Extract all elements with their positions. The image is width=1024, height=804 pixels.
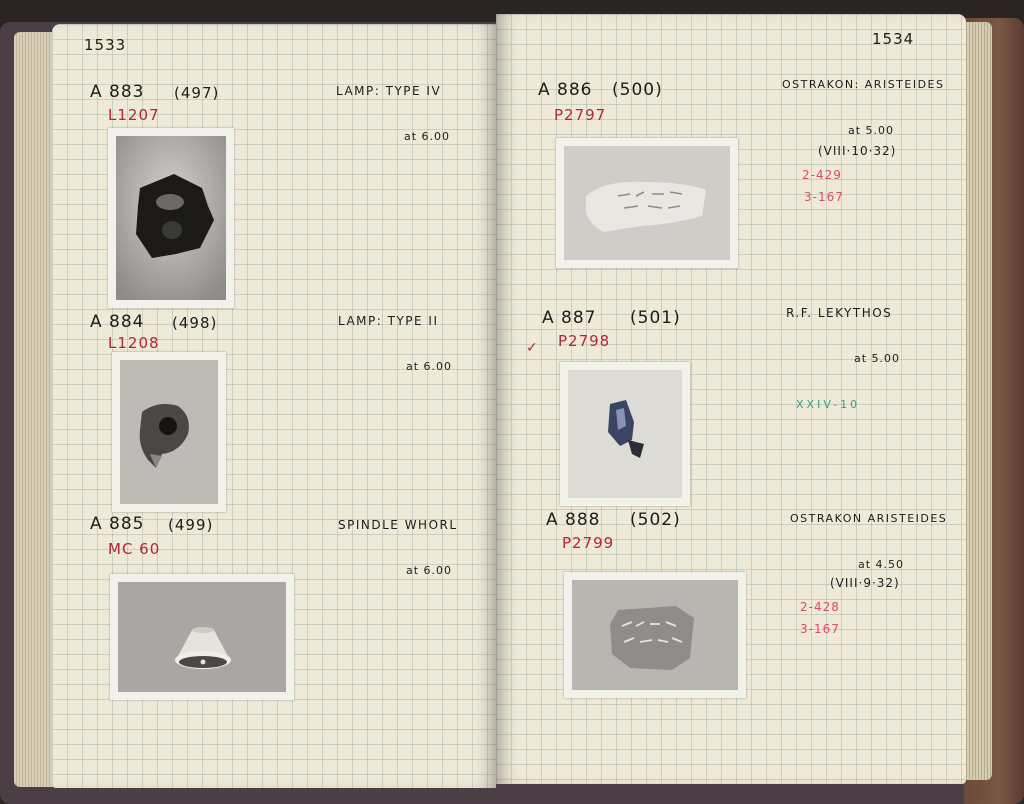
entry-number: (501) (630, 308, 681, 328)
left-page (52, 24, 496, 788)
catalog-number: P2799 (562, 534, 615, 552)
inventory-number: A 887 (542, 308, 597, 328)
catalog-number: P2798 (558, 332, 611, 350)
right-page (496, 14, 966, 784)
check-mark: ✓ (526, 340, 539, 356)
price-note: at 5.00 (854, 352, 901, 365)
catalog-number: L1208 (108, 334, 160, 352)
date-note: (VIII·10·32) (818, 144, 897, 158)
date-note: (VIII·9·32) (830, 576, 900, 590)
lamp-fragment-photo (108, 128, 234, 308)
object-label: LAMP: TYPE II (338, 314, 439, 328)
page-number: 1534 (872, 30, 915, 48)
reference-note: 2-429 (802, 168, 842, 182)
entry-number: (499) (168, 516, 214, 534)
entry-number: (500) (612, 80, 663, 100)
price-note: at 4.50 (858, 558, 905, 571)
price-note: at 6.00 (404, 130, 451, 143)
page-number: 1533 (84, 36, 127, 54)
spindle-whorl-photo (110, 574, 294, 700)
reference-note: 3-167 (804, 190, 844, 204)
catalog-number: L1207 (108, 106, 160, 124)
catalog-number: MC 60 (108, 540, 161, 558)
object-label: OSTRAKON ARISTEIDES (790, 512, 948, 525)
ostrakon-photo (556, 138, 738, 268)
lamp-nozzle-photo (112, 352, 226, 512)
inventory-number: A 884 (90, 312, 145, 332)
lekythos-fragment-photo (560, 362, 690, 506)
object-label: OSTRAKON: ARISTEIDES (782, 78, 945, 91)
entry-number: (497) (174, 84, 220, 102)
price-note: at 6.00 (406, 564, 453, 577)
reference-note: 2-428 (800, 600, 840, 614)
inventory-number: A 888 (546, 510, 601, 530)
object-label: SPINDLE WHORL (338, 518, 458, 532)
object-label: LAMP: TYPE IV (336, 84, 442, 98)
object-label: R.F. LEKYTHOS (786, 306, 893, 320)
price-note: at 6.00 (406, 360, 453, 373)
inventory-number: A 885 (90, 514, 145, 534)
inventory-number: A 886 (538, 80, 593, 100)
catalog-number: P2797 (554, 106, 607, 124)
reference-note: XXIV-10 (796, 398, 861, 411)
entry-number: (502) (630, 510, 681, 530)
price-note: at 5.00 (848, 124, 895, 137)
entry-number: (498) (172, 314, 218, 332)
reference-note: 3-167 (800, 622, 840, 636)
inventory-number: A 883 (90, 82, 145, 102)
ostrakon-inscribed-photo (564, 572, 746, 698)
